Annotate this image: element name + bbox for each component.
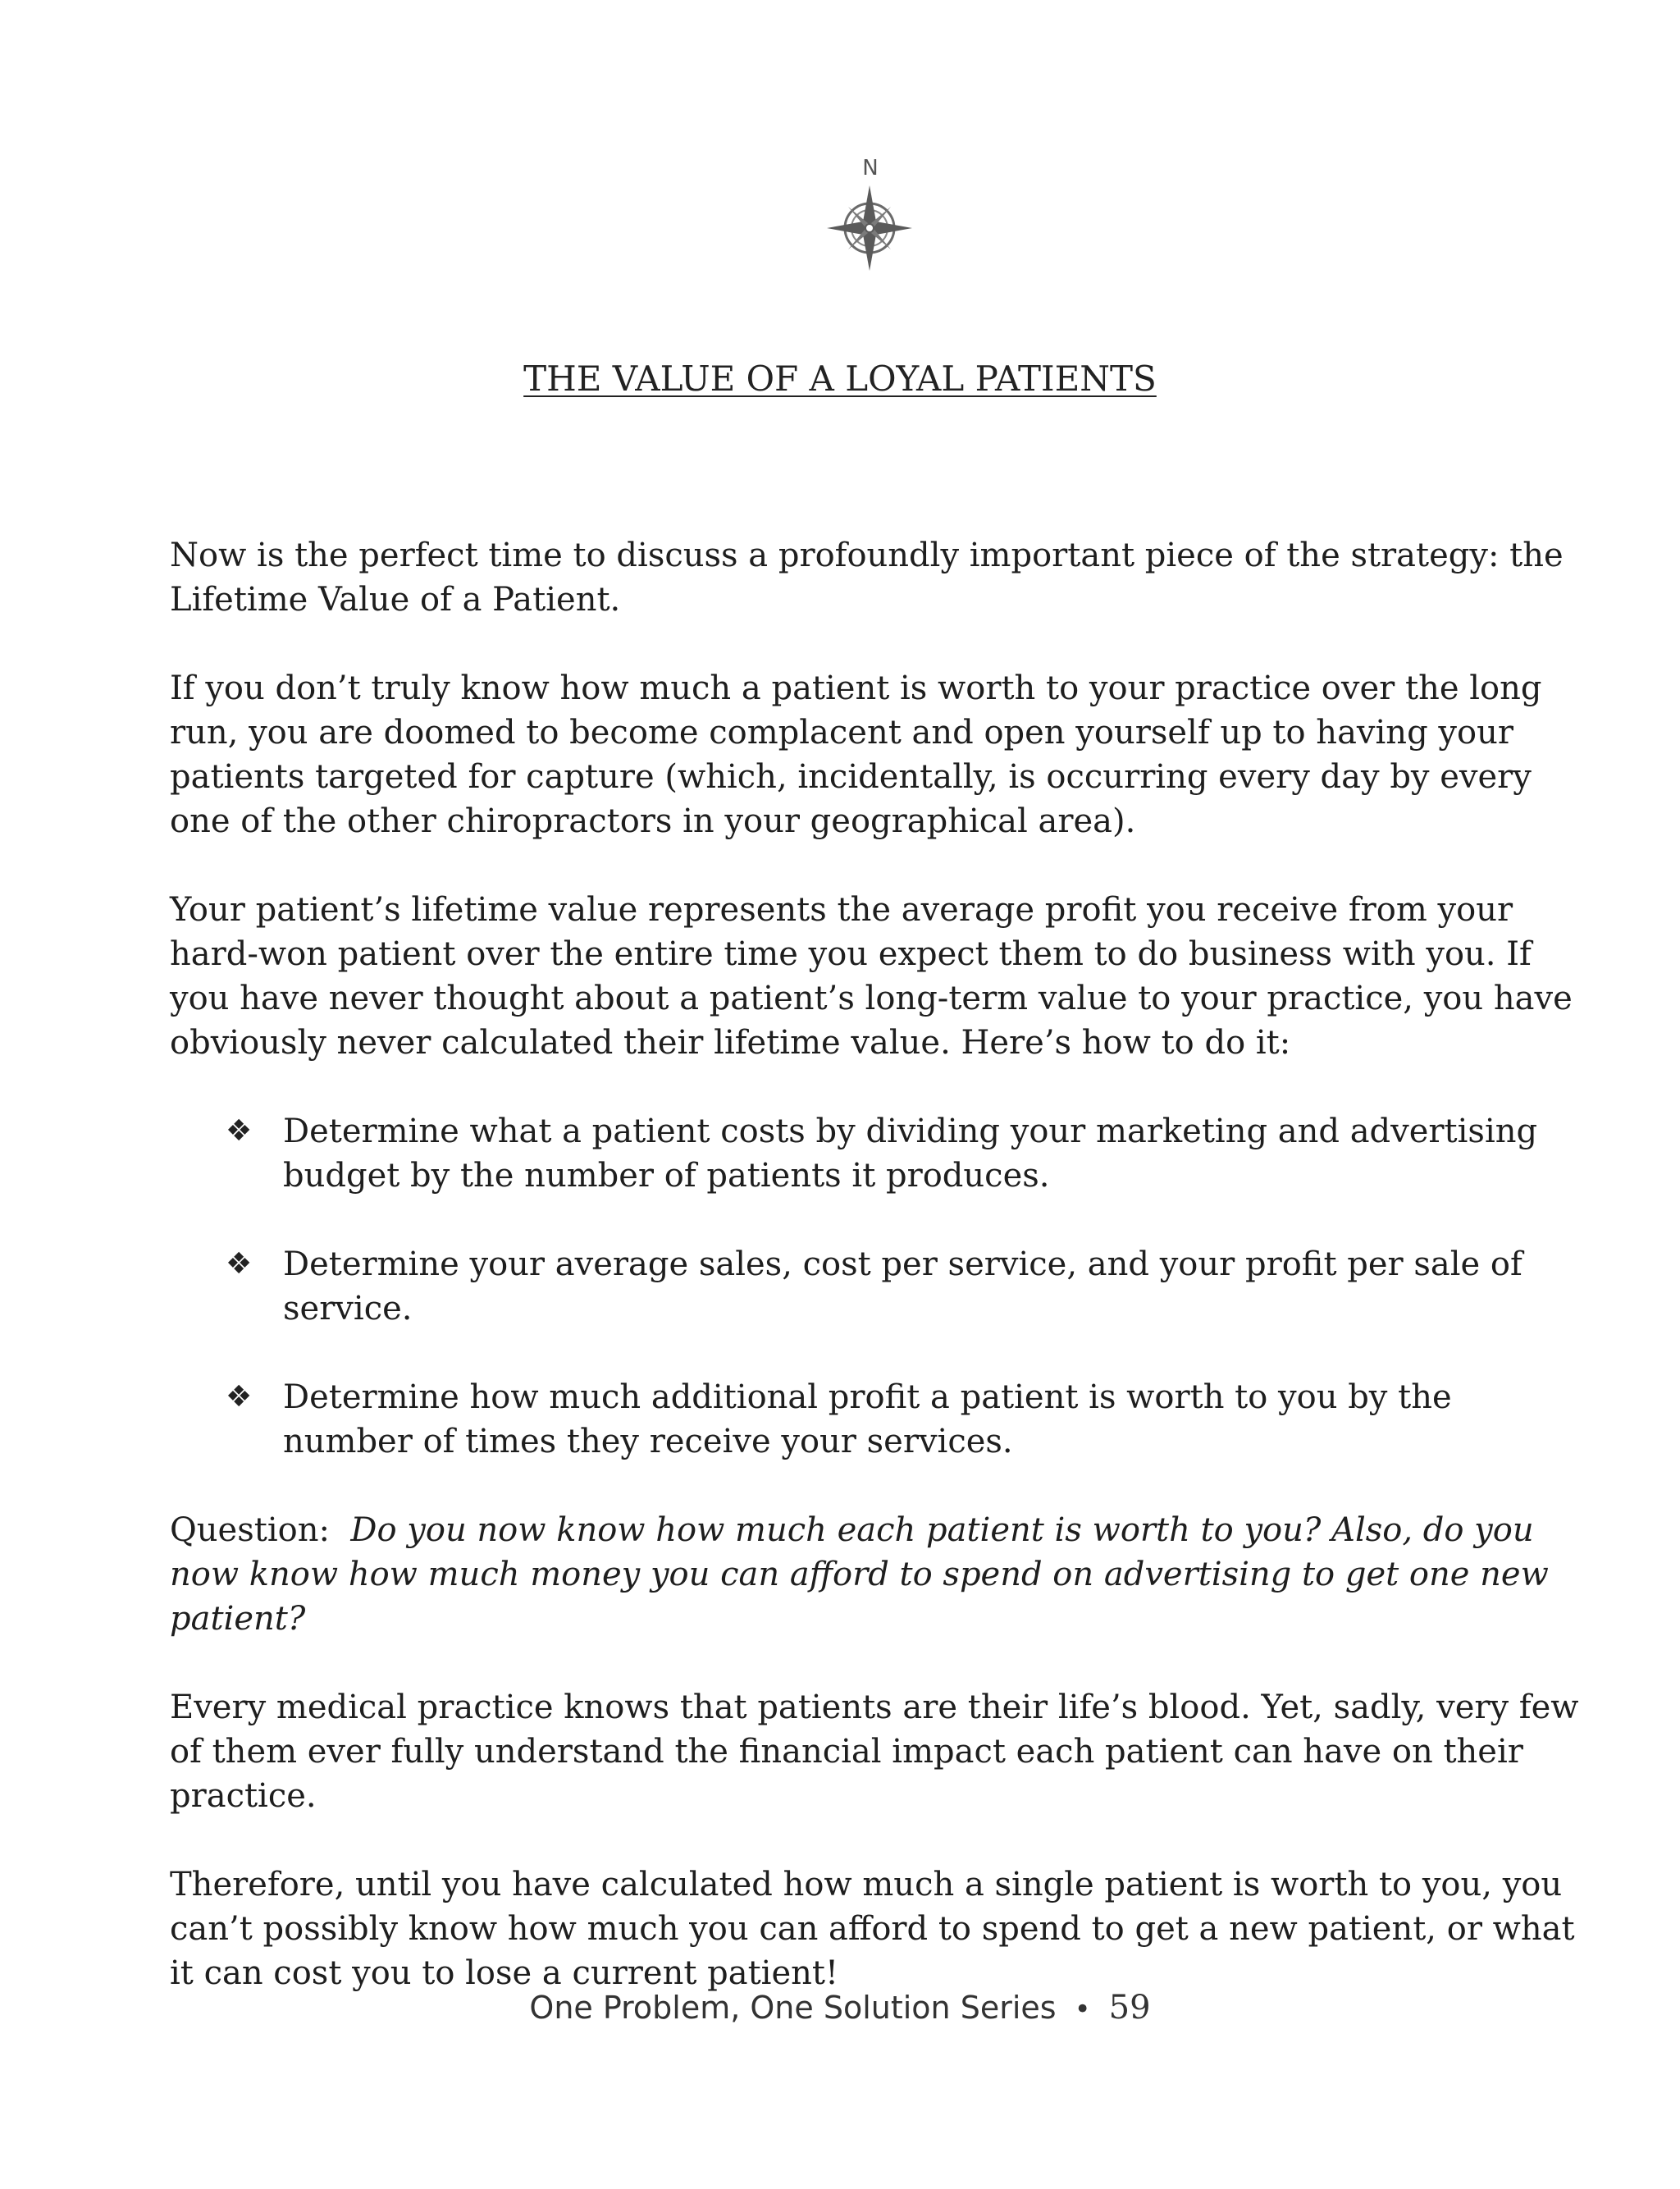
- list-item: [170, 1375, 1581, 1464]
- list-item: [170, 1109, 1581, 1198]
- diamond-bullet-icon: ❖: [226, 1380, 253, 1414]
- paragraph-1: Now is the perfect time to discuss a profoundly important piece of the strategy: the Lifetime Value of a Patient.: [170, 537, 1564, 619]
- list-item-text: Determine what a patient costs by dividing your marketing and advertising budget by the number of patients it produces.: [283, 1113, 1538, 1195]
- paragraph-5: Therefore, until you have calculated how much a single patient is worth to you, you can’t possibly know how much you can afford to spend to get a new patient, or what it can cost you to lose a current patient!: [170, 1866, 1575, 1992]
- question-paragraph: [170, 1508, 1581, 1641]
- page-title: THE VALUE OF A LOYAL PATIENTS: [523, 359, 1157, 399]
- question-label: Question:: [170, 1511, 330, 1549]
- body-text: [170, 533, 1581, 2040]
- series-name: One Problem, One Solution Series: [529, 1990, 1057, 2026]
- list-item-text: Determine how much additional profit a patient is worth to you by the number of times they receive your services.: [283, 1378, 1452, 1460]
- page-footer: [0, 1986, 1680, 2031]
- footer-separator: •: [1074, 1993, 1091, 2026]
- list-item: [170, 1242, 1581, 1331]
- paragraph-3: Your patient’s lifetime value represents the average profit you receive from your hard-won patient over the entire time you expect them to do business with you. If you have never thought about a patient’s long-term value to your practice, you have obviously never calculated their lifetime value. Here’s how to do it:: [170, 891, 1573, 1062]
- paragraph-2: If you don’t truly know how much a patient is worth to your practice over the long run, you are doomed to become complacent and open yourself up to having your patients targeted for capture (which, incidentally, is occurring every day by every one of the other chiropractors in your geographical area).: [170, 669, 1542, 840]
- question-text: Do you now know how much each patient is worth to you? Also, do you now know how much money you can afford to spend on advertising to get one new patient?: [170, 1511, 1549, 1638]
- diamond-bullet-icon: ❖: [226, 1247, 253, 1281]
- compass-rose-icon: [812, 156, 927, 279]
- paragraph-4: Every medical practice knows that patients are their life’s blood. Yet, sadly, very few of them ever fully understand the financial impact each patient can have on their practice.: [170, 1689, 1579, 1815]
- page-number: 59: [1108, 1989, 1151, 2027]
- diamond-bullet-icon: ❖: [226, 1114, 253, 1148]
- steps-list: [170, 1109, 1581, 1464]
- list-item-text: Determine your average sales, cost per service, and your profit per sale of service.: [283, 1245, 1522, 1328]
- compass-north-label: N: [862, 156, 879, 181]
